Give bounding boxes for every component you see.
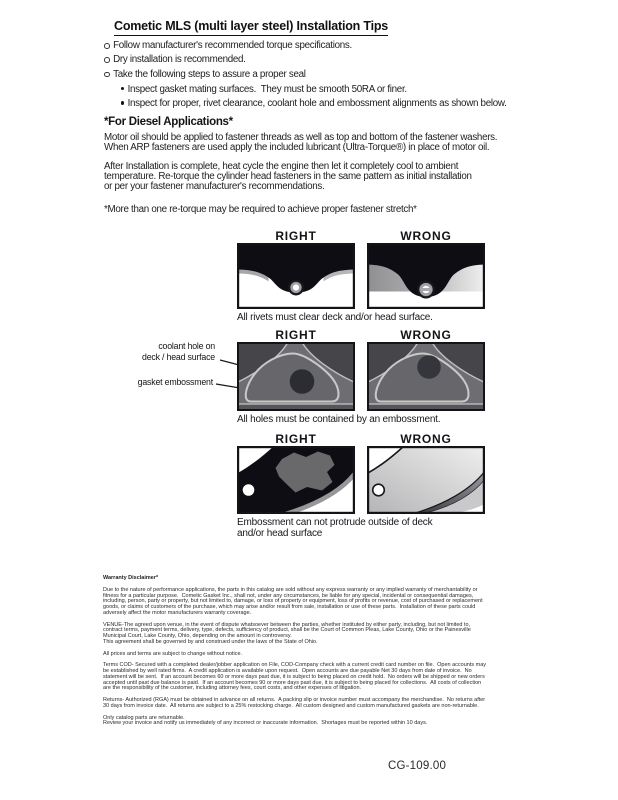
legal-line: adversely affect the motor manufacturers warranty coverage.: [103, 609, 252, 616]
legal-line: contract terms, payment terms, delivery, type, defects, sufficiency of product, shall be the Court of Common Pleas, Lake County, Ohio or the Painesville: [103, 627, 471, 634]
dot-bullet-icon: [121, 101, 124, 104]
list-item: [121, 98, 507, 112]
diesel-heading: *For Diesel Applications*: [104, 116, 233, 128]
diagram-caption-holes: [237, 414, 440, 425]
circle-bullet-icon: [104, 43, 110, 49]
legal-line: VENUE-The agreed upon venue, in the event of dispute whatsoever between the parties, whether instituted by either party, including, but not limited to,: [103, 621, 471, 628]
paragraph-line: When ARP fasteners are used apply the included lubricant (Ultra-Torque®) in place of motor oil.: [104, 141, 490, 153]
diagram-rivet-wrong-panel: [367, 243, 485, 309]
dot-bullet-icon: [121, 87, 124, 90]
legal-line: including, person, party or property, but not limited to, damage, or loss of property or equipment, loss of profits or revenue, cost of purchased or replacement: [103, 598, 483, 605]
callout-line: deck / head surface: [142, 351, 215, 362]
list-item-text: Inspect gasket mating surfaces. They must be smooth 50RA or finer.: [127, 83, 407, 95]
legal-line: are the responsibility of the customer, including attorney fees, court costs, and other expenses of litigation.: [103, 685, 362, 692]
wrong-label: WRONG: [400, 432, 452, 446]
legal-paragraph: [103, 588, 523, 617]
circle-bullet-icon: [104, 72, 110, 78]
legal-line: be established by well rated firms. A credit application is available upon request. Open accounts are due payable Net 30 days from date of invoice. No: [103, 668, 472, 674]
wrong-label: WRONG: [400, 328, 452, 342]
callout-coolant-hole: [115, 341, 215, 362]
legal-paragraph: [103, 623, 523, 646]
legal-line: 30 days from invoice date. All returns are subject to a 25% restocking charge. All custom designed and custom manufactured gaskets are non-returnable.: [103, 702, 479, 709]
list-item: [104, 40, 352, 54]
paragraph-line: or per your fastener manufacturer's recommendations.: [104, 181, 325, 193]
paragraph-line: temperature. Re-torque the cylinder head fasteners in the same pattern as initial installation: [104, 171, 472, 183]
legal-line: goods, or claims of customers of the purchase, which may arise and/or result from sale, installation or use of these parts. Installation of these parts could: [103, 604, 476, 610]
diagram-caption-protrusion: [237, 517, 432, 539]
right-label: RIGHT: [275, 432, 317, 446]
diesel-paragraph-1: [104, 133, 497, 153]
legal-paragraph: [103, 652, 523, 658]
wrong-label: WRONG: [400, 229, 452, 243]
circle-bullet-icon: [104, 57, 110, 63]
legal-section: [103, 576, 523, 727]
legal-heading: Warranty Disclaimer*: [103, 575, 159, 581]
diagram-protrusion-right-panel: [237, 446, 355, 514]
callout-gasket-embossment: gasket embossment: [137, 377, 213, 387]
installation-tips-sublist: [121, 84, 507, 113]
legal-paragraph: [103, 716, 523, 728]
caption-line: All rivets must clear deck and/or head surface.: [237, 312, 433, 323]
diesel-paragraph-2: [104, 162, 472, 192]
legal-line: Terms COD- Secured with a completed dealer/jobber application on File, COD-Company check with a current credit card number on file. Open accounts may: [103, 662, 487, 669]
diagram-embossment-wrong-panel: [367, 342, 485, 411]
list-item-text: Follow manufacturer's recommended torque specifications.: [113, 40, 352, 51]
legal-line: This agreement shall be governed by and construed under the laws of the State of Ohio.: [103, 638, 318, 645]
caption-line: Embossment can not protrude outside of deck: [237, 517, 433, 528]
list-item-text: Inspect for proper, rivet clearance, coolant hole and embossment alignments as shown below.: [127, 97, 507, 109]
legal-paragraph: [103, 663, 523, 692]
list-item: [104, 54, 352, 68]
legal-line: fitness for a particular purpose. Cometic Gasket Inc., shall not, under any circumstances, be liable for any special, incidental or consequential damages,: [103, 592, 474, 599]
list-item-text: Take the following steps to assure a proper seal: [113, 68, 306, 80]
caption-line: and/or head surface: [237, 528, 323, 539]
diesel-note: *More than one re-torque may be required to achieve proper fastener stretch*: [104, 203, 417, 215]
installation-tips-list: [104, 40, 352, 83]
right-label: RIGHT: [275, 328, 317, 342]
diagram-caption-rivets: [237, 312, 433, 323]
legal-line: Due to the nature of performance applications, the parts in this catalog are sold without any express warranty or any implied warranty of merchantability or: [103, 586, 478, 593]
legal-line: All prices and terms are subject to change without notice.: [103, 650, 243, 657]
legal-line: Only catalog parts are returnable.: [103, 714, 185, 721]
legal-line: accepted until past due balance is paid. If an account becomes 90 or more days past due, it is subject to being placed for collections. All costs of collection: [103, 679, 482, 686]
diagram-protrusion-wrong-panel: [367, 446, 485, 514]
page-code: CG-109.00: [388, 760, 447, 772]
paragraph-line: After Installation is complete, heat cycle the engine then let it completely cool to ambient: [104, 161, 459, 172]
paragraph-line: Motor oil should be applied to fastener threads as well as top and bottom of the fastener washers.: [104, 131, 498, 143]
callout-line: coolant hole on: [158, 341, 215, 351]
legal-paragraph: [103, 698, 523, 710]
diagram-embossment-right-panel: [237, 342, 355, 411]
legal-line: statement will be sent. If an account becomes 60 or more days past due, it is subject to being placed on credit hold. No orders will be shipped or new orders: [103, 673, 485, 680]
legal-line: Review your invoice and notify us immediately of any incorrect or inaccurate information. Shortages must be reported within 10 days.: [103, 720, 428, 727]
diagram-rivet-right-panel: [237, 243, 355, 309]
page-title: Cometic MLS (multi layer steel) Installation Tips: [114, 19, 388, 36]
right-label: RIGHT: [275, 229, 317, 243]
list-item: [104, 69, 352, 83]
list-item: [121, 84, 507, 98]
caption-line: All holes must be contained by an embossment.: [237, 414, 441, 425]
legal-line: Municipal Court, Lake County, Ohio, depending on the amount in controversy.: [103, 633, 292, 639]
legal-line: Returns- Authorized (RGA) must be obtained in advance on all returns. A packing slip or invoice number must accompany the merchandise. No returns after: [103, 697, 486, 703]
list-item-text: Dry installation is recommended.: [113, 54, 246, 66]
